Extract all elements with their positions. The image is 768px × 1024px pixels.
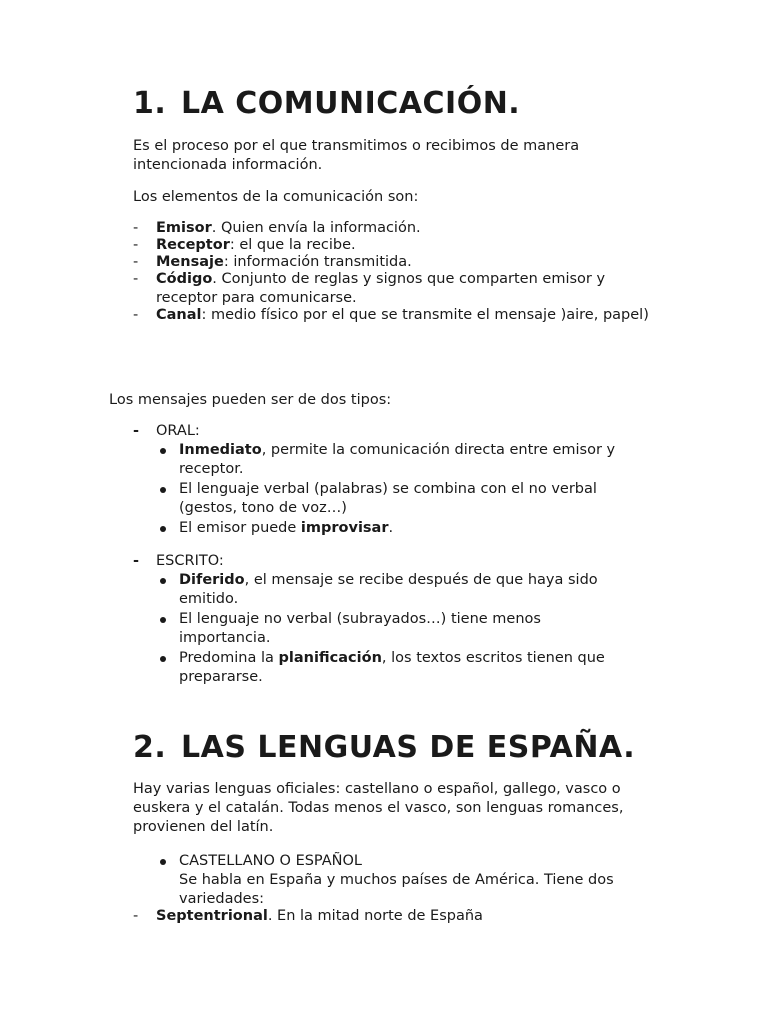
varieties-list [133, 907, 653, 926]
element-item: - Mensaje: información transmitida. [133, 253, 653, 272]
element-item: - Código. Conjunto de reglas y signos que comparten emisor y receptor para comunicarse. [133, 270, 653, 308]
escrito-list [133, 552, 653, 571]
oral-features [156, 441, 656, 538]
section-1-heading [133, 86, 520, 122]
castellano-label: CASTELLANO O ESPAÑOL [179, 853, 363, 869]
element-text: medio físico por el que se transmite el mensaje )aire, papel) [211, 307, 649, 323]
escrito-feature: El lenguaje no verbal (subrayados…) tiene menos importancia. [156, 610, 599, 648]
escrito-feature: Predomina la planificación, los textos escritos tienen que prepararse. [156, 649, 636, 687]
element-term: Emisor [156, 220, 212, 236]
castellano-text: Se habla en España y muchos países de América. Tiene dos variedades: [179, 872, 614, 907]
element-item: - Canal: medio físico por el que se transmite el mensaje )aire, papel) [133, 306, 653, 325]
castellano-list [156, 852, 656, 909]
escrito-feature: Diferido, el mensaje se recibe después de que haya sido emitido. [156, 571, 636, 609]
oral-feature: El emisor puede improvisar. [156, 519, 656, 538]
escrito-features [156, 571, 636, 687]
element-term: Canal [156, 307, 202, 323]
variety-term: Septentrional [156, 908, 268, 924]
oral-label: ORAL: [156, 423, 200, 439]
element-text: el que la recibe. [239, 237, 356, 253]
elements-list [133, 219, 653, 325]
oral-feature: Inmediato, permite la comunicación directa entre emisor y receptor. [156, 441, 656, 479]
section-1-intro: Es el proceso por el que transmitimos o recibimos de manera intencionada información. [133, 138, 580, 173]
section-2-number: 2. [133, 730, 167, 765]
element-item: - Emisor. Quien envía la información. [133, 219, 653, 238]
section-1-number: 1. [133, 86, 167, 121]
elements-intro: Los elementos de la comunicación son: [133, 189, 419, 205]
element-term: Receptor [156, 237, 230, 253]
element-term: Mensaje [156, 254, 224, 270]
types-intro: Los mensajes pueden ser de dos tipos: [109, 392, 392, 408]
variety-item [133, 907, 653, 926]
section-1-title: LA COMUNICACIÓN. [181, 86, 521, 121]
oral-list [133, 422, 653, 441]
element-text: Conjunto de reglas y signos que comparten emisor y receptor para comunicarse. [156, 271, 606, 306]
variety-text: . En la mitad norte de España [267, 908, 483, 924]
oral-feature: El lenguaje verbal (palabras) se combina con el no verbal (gestos, tono de voz…) [156, 480, 656, 518]
element-text: Quien envía la información. [220, 220, 421, 236]
section-2-intro: Hay varias lenguas oficiales: castellano o español, gallego, vasco o euskera y el catalán. Todas menos el vasco, son lenguas romances, provienen del latín. [133, 781, 624, 835]
escrito-label: ESCRITO: [156, 553, 224, 569]
escrito-item [133, 552, 653, 571]
element-text: información transmitida. [233, 254, 412, 270]
oral-item [133, 422, 653, 441]
castellano-item [156, 852, 656, 909]
section-2-heading [133, 730, 635, 766]
element-item: - Receptor: el que la recibe. [133, 236, 653, 255]
element-term: Código [156, 271, 213, 287]
section-2-title: LAS LENGUAS DE ESPAÑA. [181, 730, 636, 765]
